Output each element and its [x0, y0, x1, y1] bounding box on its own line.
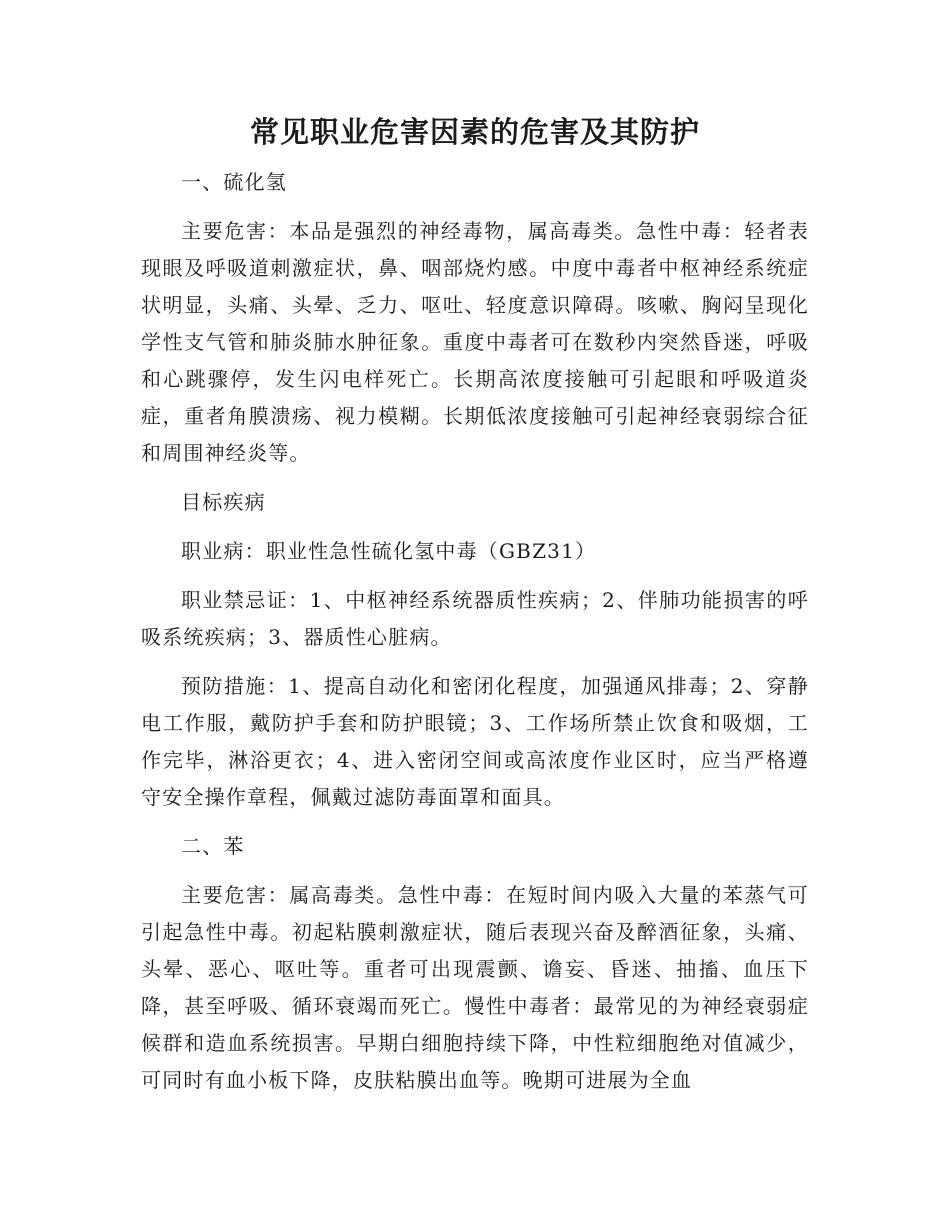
document-body	[141, 164, 809, 1111]
section-heading-benzene: 二、苯	[181, 834, 245, 858]
document-title: 常见职业危害因素的危害及其防护	[249, 115, 700, 149]
paragraph-h2s-main-hazards: 主要危害：本品是强烈的神经毒物，属高毒类。急性中毒：轻者表现眼及呼吸道刺激症状，鼻、咽部烧灼感。中度中毒者中枢神经系统症状明显，头痛、头晕、乏力、呕吐、轻度意识障碍。咳嗽、胸闷呈现化学性支气管和肺炎肺水肿征象。重度中毒者可在数秒内突然昏迷，呼吸和心跳骤停，发生闪电样死亡。长期高浓度接触可引起眼和呼吸道炎症，重者角膜溃疡、视力模糊。长期低浓度接触可引起神经衰弱综合征和周围神经炎等。	[141, 219, 809, 465]
section-heading-hydrogen-sulfide: 一、硫化氢	[181, 170, 287, 194]
paragraph-h2s-occupational-disease: 职业病：职业性急性硫化氢中毒（GBZ31）	[181, 539, 597, 563]
paragraph-h2s-prevention: 预防措施：1、提高自动化和密闭化程度，加强通风排毒；2、穿静电工作服，戴防护手套和防护眼镜；3、工作场所禁止饮食和吸烟，工作完毕，淋浴更衣；4、进入密闭空间或高浓度作业区时，应当严格遵守安全操作章程，佩戴过滤防毒面罩和面具。	[141, 674, 809, 809]
paragraph-benzene-main-hazards: 主要危害：属高毒类。急性中毒：在短时间内吸入大量的苯蒸气可引起急性中毒。初起粘膜刺激症状，随后表现兴奋及醉酒征象，头痛、头晕、恶心、呕吐等。重者可出现震颤、谵妄、昏迷、抽搐、血压下降，甚至呼吸、循环衰竭而死亡。慢性中毒者：最常见的为神经衰弱症候群和造血系统损害。早期白细胞持续下降，中性粒细胞绝对值减少，可同时有血小板下降，皮肤粘膜出血等。晚期可进展为全血	[141, 883, 809, 1092]
subheading-target-diseases: 目标疾病	[181, 490, 266, 514]
paragraph-h2s-contraindications: 职业禁忌证：1、中枢神经系统器质性疾病；2、伴肺功能损害的呼吸系统疾病；3、器质性心脏病。	[141, 588, 809, 649]
